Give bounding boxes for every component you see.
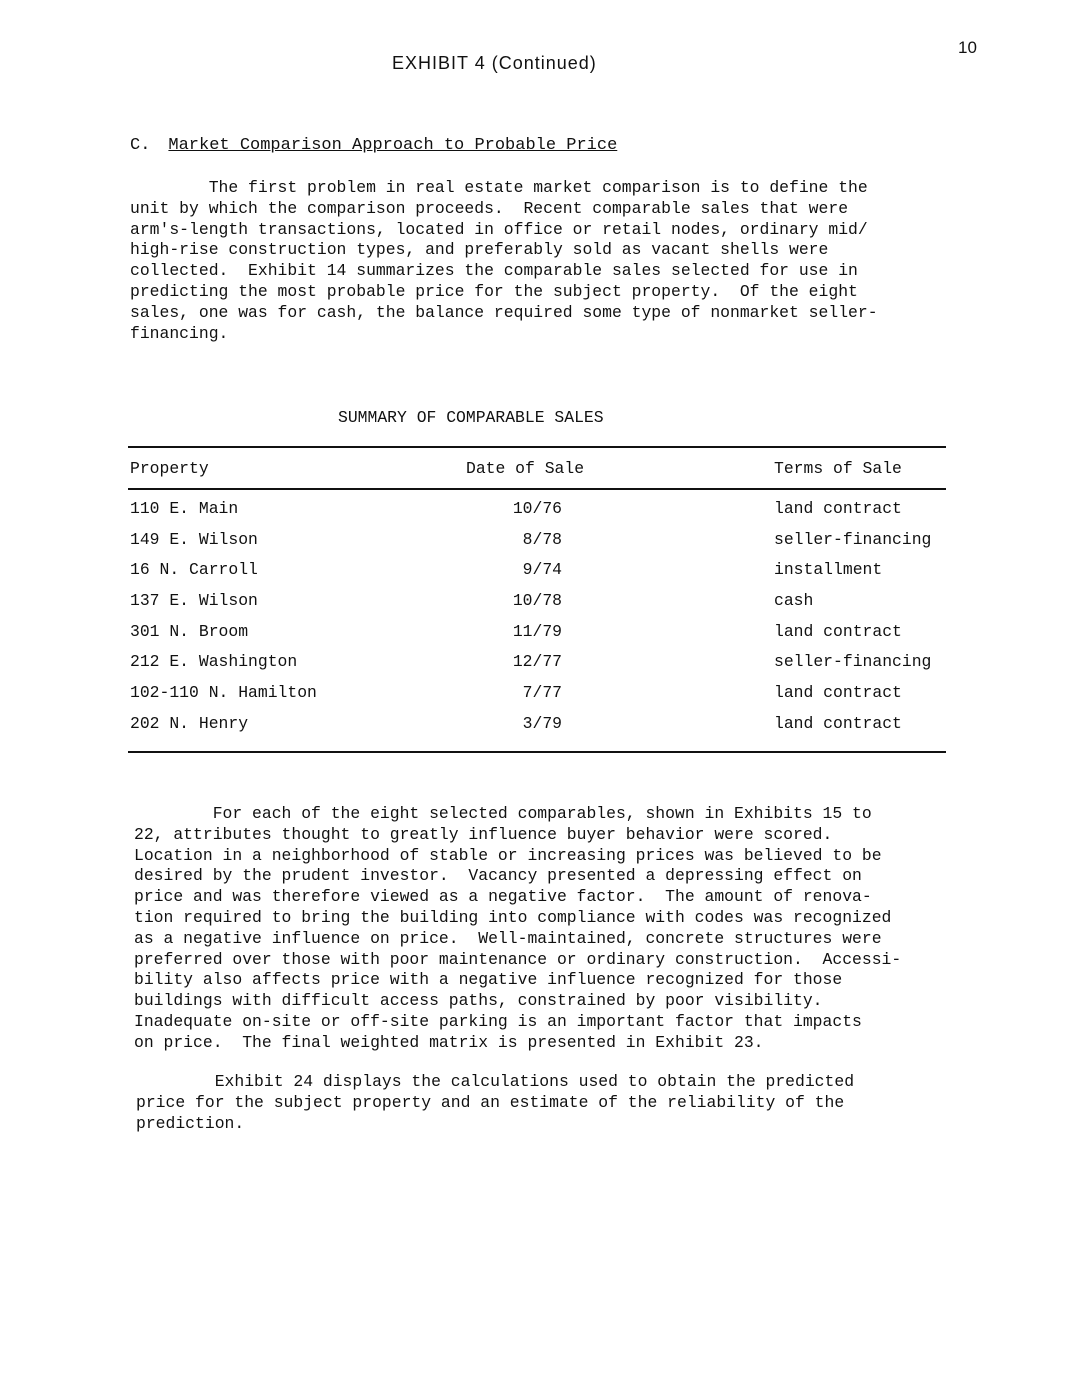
cell-date: 8/78 <box>522 529 562 549</box>
cell-date: 9/74 <box>522 560 562 580</box>
cell-terms: land contract <box>774 621 902 641</box>
cell-terms: land contract <box>774 713 902 733</box>
section-heading <box>130 136 617 155</box>
cell-terms: installment <box>774 560 883 580</box>
page-number: 10 <box>958 38 977 57</box>
calculations-paragraph: Exhibit 24 displays the calculations used to obtain the predicted price for the subject property and an estimate of the reliability of the prediction. <box>136 1072 855 1133</box>
cell-date: 10/78 <box>512 591 562 611</box>
cell-property: 16 N. Carroll <box>130 560 258 580</box>
section-title: Market Comparison Approach to Probable Price <box>168 136 618 155</box>
comparable-sales-table <box>128 446 946 753</box>
cell-terms: seller-financing <box>774 652 932 672</box>
cell-date: 3/79 <box>522 713 562 733</box>
cell-property: 149 E. Wilson <box>130 529 258 549</box>
attributes-paragraph: For each of the eight selected comparables, shown in Exhibits 15 to 22, attributes thought to greatly influence buyer behavior were scored. Location in a neighborhood of stable or increasing prices was believed to be desired by the prudent investor. Vacancy presented a depressing effect on price and was therefore viewed as a negative factor. The amount of renova- tion required to bring the building into compliance with codes was recognized as a negative influence on price. Well-maintained, concrete structures were preferred over those with poor maintenance or ordinary construction. Accessi- bility also affects price with a negative influence recognized for those buildings with difficult access paths, constrained by poor visibility. Inadequate on-site or off-site parking is an important factor that impacts on price. The final weighted matrix is presented in Exhibit 23. <box>134 804 902 1052</box>
exhibit-title: EXHIBIT 4 (Continued) <box>392 53 597 73</box>
cell-date: 11/79 <box>512 621 562 641</box>
table-body <box>128 490 946 751</box>
cell-property: 212 E. Washington <box>130 652 298 672</box>
table-row <box>128 499 946 530</box>
cell-date: 12/77 <box>512 652 562 672</box>
section-label: C. <box>130 136 151 155</box>
cell-terms: land contract <box>774 683 902 703</box>
header-date: Date of Sale <box>466 459 585 478</box>
cell-property: 202 N. Henry <box>130 713 249 733</box>
table-row <box>128 560 946 591</box>
table-row <box>128 530 946 561</box>
table-row <box>128 622 946 653</box>
intro-paragraph: The first problem in real estate market comparison is to define the unit by which the comparison proceeds. Recent comparable sales that were arm's-length transactions, located in office or retail nodes, ordinary mid/ high-rise construction types, and preferably sold as vacant shells were collected. Exhibit 14 summarizes the comparable sales selected for use in predicting the most probable price for the subject property. Of the eight sales, one was for cash, the balance required some type of nonmarket seller- financing. <box>130 178 878 343</box>
table-row <box>128 683 946 714</box>
table-title: SUMMARY OF COMPARABLE SALES <box>338 408 604 427</box>
cell-property: 137 E. Wilson <box>130 591 258 611</box>
cell-terms: cash <box>774 591 814 611</box>
table-row <box>128 652 946 683</box>
header-terms: Terms of Sale <box>774 459 902 478</box>
table-row <box>128 591 946 622</box>
cell-property: 102-110 N. Hamilton <box>130 683 317 703</box>
cell-date: 7/77 <box>522 683 562 703</box>
table-bottom-rule <box>128 751 946 753</box>
cell-property: 110 E. Main <box>130 499 239 518</box>
cell-date: 10/76 <box>512 499 562 518</box>
table-header-row <box>128 448 946 490</box>
cell-terms: land contract <box>774 499 902 518</box>
header-property: Property <box>130 459 209 478</box>
table-row <box>128 714 946 745</box>
cell-terms: seller-financing <box>774 529 932 549</box>
cell-property: 301 N. Broom <box>130 621 249 641</box>
